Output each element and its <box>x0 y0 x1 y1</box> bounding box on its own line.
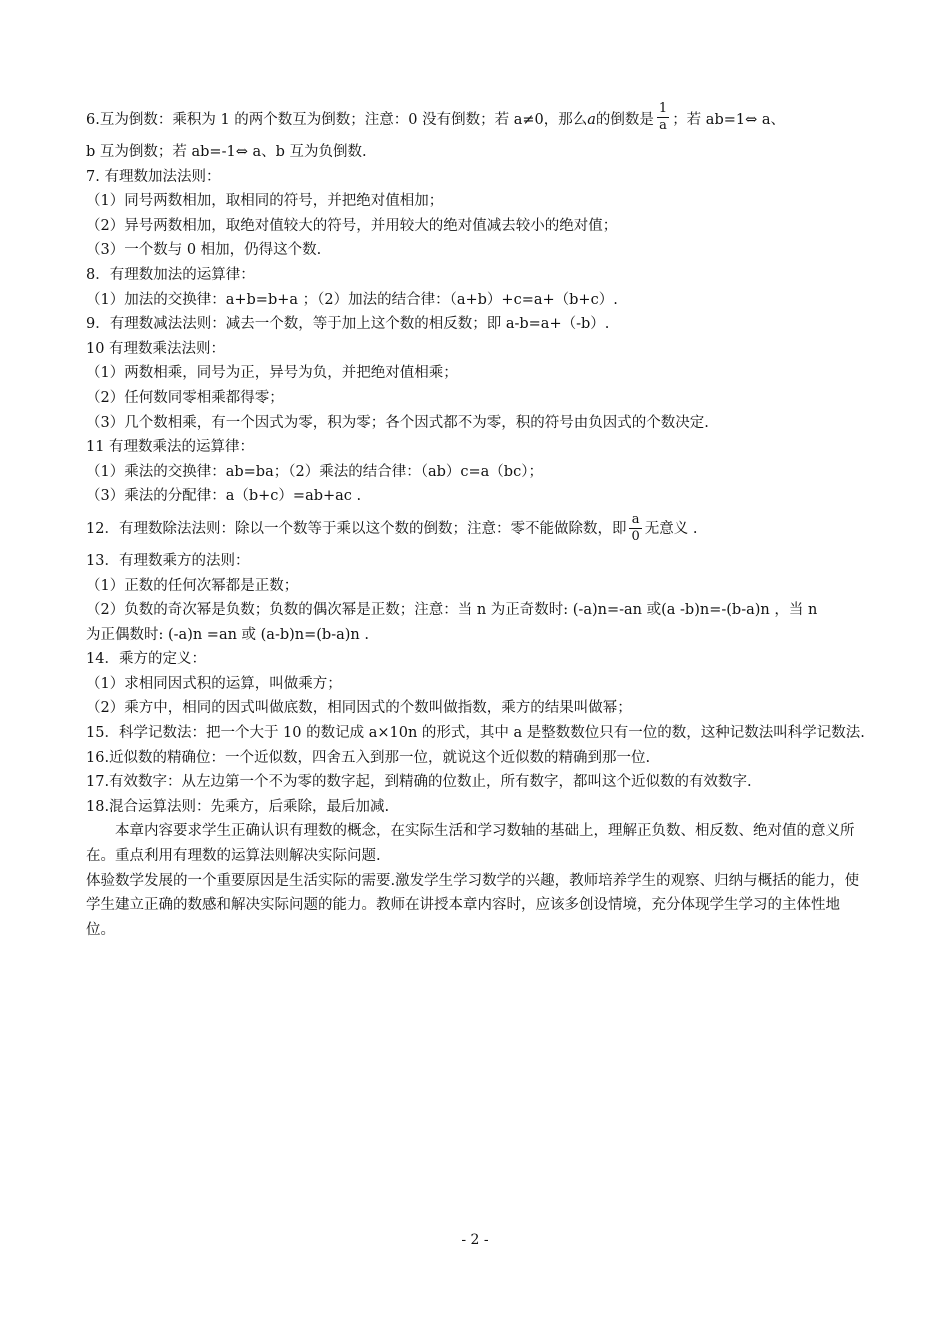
text: ；若 ab=1⇔ a、 <box>672 112 786 128</box>
section-heading: 11 有理数乘法的运算律： <box>86 439 255 456</box>
paragraph-summary: 本章内容要求学生正确认识有理数的概念，在实际生活和学习数轴的基础上，理解正负数、相反数、绝对值的意义所在。重点利用有理数的运算法则解决实际问题. <box>86 823 855 865</box>
section-heading: 9．有理数减法法则：减去一个数，等于加上这个数的相反数；即 a-b=a+（-b）. <box>86 316 610 333</box>
section-heading: 14．乘方的定义： <box>86 651 206 668</box>
line-division <box>86 509 868 549</box>
page-number: - 2 - <box>461 1232 489 1248</box>
line: （2）负数的奇次幂是负数；负数的偶次幂是正数；注意：当 n 为正奇数时: (-a)n=-an 或(a -b)n=-(b-a)n ，当 n <box>86 602 818 619</box>
line: 15．科学记数法：把一个大于 10 的数记成 a×10n 的形式，其中 a 是整数数位只有一位的数，这种记数法叫科学记数法. <box>86 725 865 742</box>
section-heading: 8．有理数加法的运算律： <box>86 266 255 283</box>
section-heading: 7. 有理数加法法则： <box>86 168 221 185</box>
fraction-numerator: 1 <box>658 100 668 116</box>
line: 17.有效数字：从左边第一个不为零的数字起，到精确的位数止，所有数字，都叫这个近似数的有效数字. <box>86 774 752 791</box>
line: （3）几个数相乘，有一个因式为零，积为零；各个因式都不为零，积的符号由负因式的个数决定. <box>86 414 709 431</box>
fraction-denominator: a <box>659 117 667 133</box>
line: 16.近似数的精确位：一个近似数，四舍五入到那一位，就说这个近似数的精确到那一位. <box>86 749 651 766</box>
line: （3）一个数与 0 相加，仍得这个数. <box>86 242 322 259</box>
line: （3）乘法的分配律：a（b+c）=ab+ac . <box>86 488 362 505</box>
line: （1）求相同因式积的运算，叫做乘方； <box>86 675 342 692</box>
section-heading: 13．有理数乘方的法则： <box>86 552 250 569</box>
line: （1）两数相乘，同号为正，异号为负，并把绝对值相乘； <box>86 365 458 382</box>
line: （2）异号两数相加，取绝对值较大的符号，并用较大的绝对值减去较小的绝对值； <box>86 217 618 234</box>
line: （1）同号两数相加，取相同的符号，并把绝对值相加； <box>86 193 444 210</box>
paragraph-goals: 体验数学发展的一个重要原因是生活实际的需要.激发学生学习数学的兴趣，教师培养学生的观察、归纳与概括的能力，使学生建立正确的数感和解决实际问题的能力。教师在讲授本章内容时，应该多创设情境，充分体现学生学习的主体性地位。 <box>86 872 860 938</box>
line: 为正偶数时: (-a)n =an 或 (a-b)n=(b-a)n . <box>86 626 369 643</box>
document-body <box>86 100 868 942</box>
line: （1）加法的交换律：a+b=b+a ；（2）加法的结合律：（a+b）+c=a+（b+c）. <box>86 291 618 308</box>
text: 的倒数是 <box>595 112 654 128</box>
line: （2）任何数同零相乘都得零； <box>86 389 284 406</box>
fraction-1-over-a <box>657 101 669 134</box>
line: （1）正数的任何次幂都是正数； <box>86 577 299 594</box>
line: 18.混合运算法则：先乘方，后乘除，最后加减. <box>86 798 390 815</box>
line: b 互为倒数；若 ab=-1⇔ a、b 互为负倒数. <box>86 144 367 160</box>
text: 12．有理数除法法则：除以一个数等于乘以这个数的倒数；注意：零不能做除数，即 <box>86 520 627 537</box>
line: （2）乘方中，相同的因式叫做底数，相同因式的个数叫做指数，乘方的结果叫做幂； <box>86 700 632 717</box>
variable-a: a <box>587 112 596 128</box>
line-reciprocal <box>86 100 868 140</box>
line: （1）乘法的交换律：ab=ba；（2）乘法的结合律：（ab）c=a（bc）； <box>86 463 543 480</box>
fraction-numerator: a <box>629 512 641 529</box>
fraction-a-over-0 <box>629 512 641 545</box>
fraction-denominator: 0 <box>631 529 640 545</box>
section-heading: 10 有理数乘法法则： <box>86 340 226 357</box>
text: 无意义 . <box>644 520 698 537</box>
text: 6.互为倒数：乘积为 1 的两个数互为倒数；注意：0 没有倒数；若 a≠0，那么 <box>86 112 588 128</box>
